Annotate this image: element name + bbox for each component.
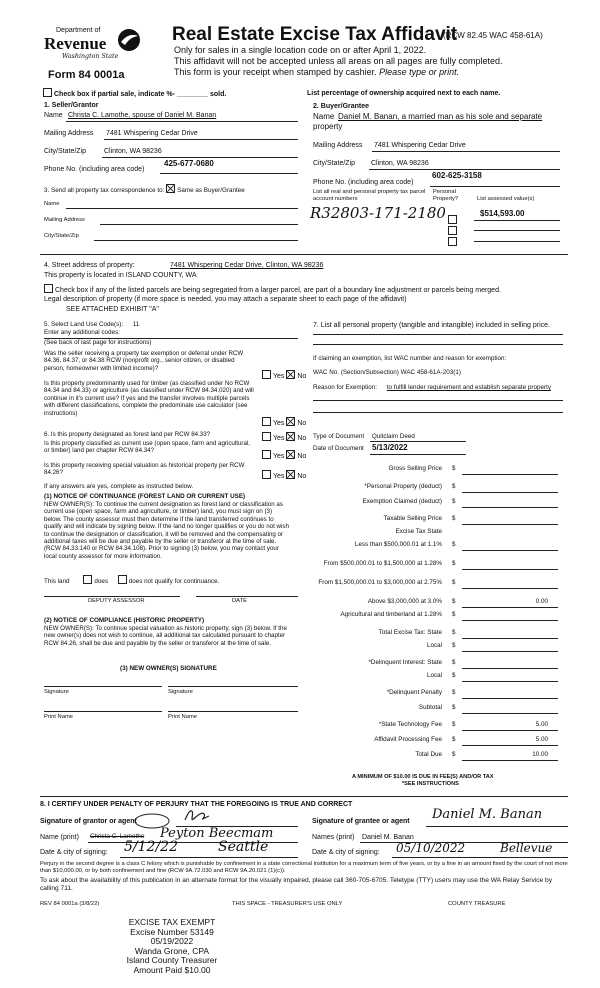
calc-value: 0.00 — [535, 598, 548, 605]
calc-line — [462, 651, 558, 652]
calc-label: Total Due — [415, 751, 442, 758]
any-yes-note: If any answers are yes, complete as instructed below. — [44, 483, 194, 490]
calc-currency: $ — [452, 579, 456, 586]
calc-label: Subtotal — [418, 704, 442, 711]
calc-currency: $ — [452, 642, 456, 649]
calc-label: Local — [426, 672, 442, 679]
calc-line — [462, 745, 558, 746]
legal-description-label: Legal description of property (if more space is needed, you may attach a separate sheet to each page of the affidavit) — [44, 296, 407, 303]
stamp-line-5: Island County Treasurer — [126, 955, 218, 965]
q5-yes-label: Yes — [273, 473, 285, 480]
seller-phone: 425-677-0680 — [164, 159, 214, 168]
deputy-assessor-label: DEPUTY ASSESSOR — [88, 598, 145, 604]
notice-continuance-title: (1) NOTICE OF CONTINUANCE (FOREST LAND OR CURRENT USE) — [44, 493, 246, 500]
calc-line — [462, 668, 558, 669]
stamp-line-3: 05/19/2022 — [150, 936, 194, 946]
treasurer-space-label: THIS SPACE - TREASURER'S USE ONLY — [232, 901, 343, 907]
stamp-line-4: Wanda Grone, CPA — [134, 945, 210, 956]
calc-line — [462, 550, 558, 551]
partial-sale-checkbox[interactable] — [43, 88, 52, 97]
parcel-number: R32803-171-2180 — [310, 204, 446, 222]
exemption-claim-label: If claiming an exemption, list WAC number and reason for exemption: — [313, 355, 507, 362]
personal-col-header: Personal Property? — [433, 189, 459, 202]
certify-statement: 8. I CERTIFY UNDER PENALTY OF PERJURY THAT THE FOREGOING IS TRUE AND CORRECT — [40, 801, 353, 808]
grantor-date-city-label: Date & city of signing: — [40, 849, 108, 856]
seller-name-label: Name — [44, 112, 63, 119]
buyer-name-2: property — [313, 122, 343, 131]
grantor-handwritten-name: Peyton Beecmam — [160, 826, 274, 841]
same-as-buyer-label: Same as Buyer/Grantee — [177, 187, 245, 194]
stamp-line-1: EXCISE TAX EXEMPT — [128, 917, 216, 927]
seller-city: Clinton, WA 98236 — [104, 148, 162, 155]
calc-currency: $ — [452, 560, 456, 567]
calc-label: *Personal Property (deduct) — [364, 483, 442, 490]
notice-compliance-text: NEW OWNER(S): To continue special valuation as historic property, sign (3) below. If the new owner(s) does not wish to continue, all additional tax calculated pursuant to chapter RCW 84.26, shall be due and payable by the seller or transferor at the time of sale. — [44, 625, 287, 647]
q1-yes-label: Yes — [273, 373, 285, 380]
q5-yes-checkbox[interactable] — [262, 470, 271, 479]
buyer-name-label: Name — [313, 112, 335, 121]
q3-yes-checkbox[interactable] — [262, 432, 271, 441]
reason-value: to fulfill lender requirement and establish separate property — [386, 384, 551, 391]
buyer-mail: 7481 Whispering Cedar Drive — [374, 142, 466, 149]
grantor-date: 5/12/22 — [124, 839, 178, 855]
calc-value: 10.00 — [532, 751, 548, 758]
doc-date: 5/13/2022 — [372, 443, 408, 452]
notice-compliance-title: (2) NOTICE OF COMPLIANCE (HISTORIC PROPERTY) — [44, 617, 205, 624]
grantor-signature-label: Signature of grantor or agent — [40, 818, 137, 825]
q2-no-checkbox[interactable] — [286, 417, 295, 426]
buyer-phone: 602-625-3158 — [432, 171, 482, 180]
logo-swoosh-icon — [116, 26, 142, 54]
calc-label: *Delinquent Penalty — [386, 689, 442, 696]
q4-yes-label: Yes — [273, 453, 285, 460]
q2-no-label: No — [297, 420, 307, 427]
calc-line — [462, 760, 558, 761]
same-as-buyer-checkbox[interactable] — [166, 184, 175, 193]
q4-no-checkbox[interactable] — [286, 450, 295, 459]
doc-date-label: Date of Document — [313, 445, 364, 452]
ownership-note: List percentage of ownership acquired next to each name. — [307, 90, 501, 97]
correspondence-label: 3. Send all property tax correspondence to: — [44, 187, 165, 194]
buyer-heading: 2. Buyer/Grantee — [313, 103, 370, 110]
seller-city-label: City/State/Zip — [44, 148, 87, 155]
calc-line — [462, 607, 558, 608]
grantee-printed-name: Daniel M. Banan — [362, 834, 414, 841]
owner-print-name-label-2: Print Name — [168, 714, 197, 720]
header-line1: Only for sales in a single location code on or after April 1, 2022. — [174, 45, 427, 55]
see-instructions: *SEE INSTRUCTIONS — [402, 781, 459, 787]
q2-yes-checkbox[interactable] — [262, 417, 271, 426]
grantor-city: Seattle — [218, 839, 269, 855]
q4-no-label: No — [297, 453, 307, 460]
calc-currency: $ — [452, 541, 456, 548]
q-historical: Is this property receiving special valuation as historical property per RCW 84.26? — [44, 462, 245, 477]
owner-signature-label-2: Signature — [168, 689, 193, 695]
buyer-name: Daniel M. Banan, a married man as his sole and separate — [338, 112, 543, 121]
grantor-signature-icon — [182, 806, 212, 826]
corr-city-label: City/State/Zip — [44, 233, 79, 239]
grantor-printed-name: Christa C. Lamothe — [90, 833, 145, 840]
calc-label: Excise Tax State — [395, 528, 442, 535]
accessibility-note: To ask about the availability of this publication in an alternate format for the visually impaired, please call 360-705-6705. Teletype (TTY) users may use the WA Relay Service by calling 711. — [40, 877, 553, 892]
calc-currency: $ — [452, 721, 456, 728]
calc-label: *State Technology Fee — [378, 721, 442, 728]
personal-property-label: 7. List all personal property (tangible and intangible) included in selling price. — [313, 322, 550, 329]
calc-line — [462, 569, 558, 570]
q3-yes-label: Yes — [273, 435, 285, 442]
grantee-date: 05/10/2022 — [396, 841, 466, 855]
calc-label: From $500,000.01 to $1,500,000 at 1.28% — [323, 560, 442, 567]
q5-no-label: No — [297, 473, 307, 480]
calc-label: Less than $500,000.01 at 1.1% — [354, 541, 442, 548]
calc-currency: $ — [452, 704, 456, 711]
street-address-label: 4. Street address of property: — [44, 262, 135, 269]
does-not-label: does not qualify for continuance. — [128, 578, 220, 585]
notice-continuance-text: NEW OWNER(S): To continue the current designation as forest land or classification as current use (open space, farm and agriculture, or timber) land, you must sign on (3) below. The county assessor must then determine if the land transferred continues to qualify and will indicate by signing below. If the land no longer qualifies or you do not wish to continue the designation or classification, it will be removed and the compensating or additional taxes will be due and payable by the seller or transferor at the time of sale. (RCW 84.33.140 or RCW 84.34.108). Prior to signing (3) below, you may contact your local county assessor for more information. — [44, 501, 289, 560]
calc-currency: $ — [452, 465, 456, 472]
buyer-city-label: City/State/Zip — [313, 160, 356, 167]
seller-name: Christa C. Lamothe, spouse of Daniel M. Banan — [68, 112, 217, 119]
calc-label: Above $3,000,000 at 3.0% — [367, 598, 442, 605]
seller-heading: 1. Seller/Grantor — [44, 102, 99, 109]
doc-type: Quitclaim Deed — [371, 433, 415, 440]
owner-signature-label-1: Signature — [44, 689, 69, 695]
calc-currency: $ — [452, 736, 456, 743]
q-exemption-deferral: Was the seller receiving a property tax exemption or deferral under RCW 84.36, 84.37, or 84.38 RCW (nonprofit org., senior citizen, or disabled person, homeowner with limited income)? — [44, 350, 244, 372]
calc-line — [462, 698, 558, 699]
does-not-checkbox[interactable] — [118, 575, 127, 584]
calc-label: Total Excise Tax: State — [378, 629, 442, 636]
calc-currency: $ — [452, 483, 456, 490]
additional-codes-label: Enter any additional codes: — [44, 329, 120, 336]
q-timber-agriculture: Is this property predominantly used for timber (as classified under No RCW 84.34 and 84.33) or agriculture (as classified under RCW 84.34.020) and will continue in it's current use? If yes and the transfer involves multiple parcels with different classifications, complete the predominate use calculator (see instructions) — [44, 380, 254, 417]
calc-currency: $ — [452, 629, 456, 636]
calc-value: 5.00 — [535, 721, 548, 728]
logo-dept: Department of — [56, 27, 101, 34]
grantee-signature: Daniel M. Banan — [432, 807, 543, 822]
calc-line — [462, 638, 558, 639]
street-address: 7481 Whispering Cedar Drive, Clinton, WA 98236 — [170, 262, 324, 269]
assessed-col-header: List assessed value(s) — [477, 196, 535, 202]
buyer-city: Clinton, WA 98236 — [371, 160, 429, 167]
calc-currency: $ — [452, 515, 456, 522]
calc-label: Exemption Claimed (deduct) — [362, 498, 442, 505]
calc-currency: $ — [452, 611, 456, 618]
corr-mail-label: Mailing Address — [44, 217, 85, 223]
stamp-line-2: Excise Number 53149 — [130, 926, 214, 937]
deputy-date-label: DATE — [232, 598, 248, 604]
personal-property-checkbox-3[interactable] — [448, 237, 457, 246]
q1-no-label: No — [297, 373, 307, 380]
title-ref: (RCW 82.45 WAC 458-61A) — [443, 31, 543, 40]
land-use-label: 5. Select Land Use Code(s): — [44, 321, 124, 328]
calc-line — [462, 620, 558, 621]
header-line3b: Please type or print. — [379, 67, 460, 77]
calc-currency: $ — [452, 498, 456, 505]
parcel-col-header: List all real and personal property tax parcel account numbers — [313, 189, 426, 202]
buyer-mail-label: Mailing Address — [313, 142, 363, 149]
wac-label: WAC No. (Section/Subsection) — [313, 369, 399, 376]
calc-label: Affidavit Processing Fee — [374, 736, 442, 743]
calc-label: Agricultural and timberland at 1.28% — [340, 611, 442, 618]
calc-label: Local — [426, 642, 442, 649]
this-land-label: This land — [44, 578, 70, 585]
grantee-names-label: Names (print) — [312, 834, 355, 841]
calc-line — [462, 713, 558, 714]
calc-label: Taxable Selling Price — [383, 515, 442, 522]
grantee-city: Bellevue — [500, 841, 553, 855]
grantor-name-label: Name (print) — [40, 834, 79, 841]
calc-currency: $ — [452, 672, 456, 679]
county-treasure-label: COUNTY TREASURE — [448, 901, 506, 907]
seller-mail: 7481 Whispering Cedar Drive — [106, 130, 198, 137]
calc-line — [462, 524, 558, 525]
segregated-label: Check box if any of the listed parcels are being segregated from a larger parcel, are part of a boundary line adjustment or parcels being merged. — [55, 287, 501, 294]
q4-yes-checkbox[interactable] — [262, 450, 271, 459]
reason-label: Reason for Exemption: — [313, 384, 378, 391]
calc-line — [462, 492, 558, 493]
segregated-checkbox[interactable] — [44, 284, 53, 293]
header-line3: This form is your receipt when stamped by cashier. — [174, 67, 377, 77]
grantee-date-city-label: Date & city of signing: — [312, 849, 380, 856]
calc-line — [462, 681, 558, 682]
calc-label: From $1,500,000.01 to $3,000,000 at 2.75% — [318, 579, 442, 586]
minimum-due-note: A MINIMUM OF $10.00 IS DUE IN FEE(S) AND/OR TAX — [352, 774, 494, 780]
perjury-warning: Perjury in the second degree is a class C felony which is punishable by confinement in a state correctional institution for a maximum term of five years, or by a fine in an amount fixed by the court of not more than $10,000.00, or by both confinement and fine (RCW 9A.72.030 and RCW 9A.20.021 (1)(c)). — [40, 861, 568, 874]
grantee-signature-label: Signature of grantee or agent — [312, 818, 410, 825]
form-number: Form 84 0001a — [48, 69, 125, 81]
calc-currency: $ — [452, 659, 456, 666]
calc-line — [462, 588, 558, 589]
page-title: Real Estate Excise Tax Affidavit — [172, 24, 458, 45]
does-checkbox[interactable] — [83, 575, 92, 584]
q-current-use: Is this property classified as current use (open space, farm and agricultural, or timber) land per chapter RCW 84.34? — [44, 440, 251, 455]
treasurer-stamp — [106, 918, 238, 975]
partial-sale-label: Check box if partial sale, indicate %- ________ sold. — [54, 91, 227, 98]
assessed-value: $514,593.00 — [480, 209, 525, 218]
buyer-phone-label: Phone No. (including area code) — [313, 179, 414, 186]
county-line: This property is located in ISLAND COUNTY, WA — [44, 272, 197, 279]
q3-no-label: No — [297, 435, 307, 442]
q3-no-checkbox[interactable] — [286, 432, 295, 441]
q5-no-checkbox[interactable] — [286, 470, 295, 479]
revision-number: REV 84 0001a (3/8/22) — [40, 901, 100, 907]
logo-state: Washington State — [62, 53, 119, 60]
wac-number: WAC 458-61A-203(1) — [400, 369, 461, 376]
calc-line — [462, 474, 558, 475]
land-use-code: 11 — [132, 321, 140, 328]
calc-currency: $ — [452, 689, 456, 696]
stamp-line-6: Amount Paid $10.00 — [133, 964, 211, 975]
q1-yes-checkbox[interactable] — [262, 370, 271, 379]
owner-print-name-label-1: Print Name — [44, 714, 73, 720]
calc-currency: $ — [452, 598, 456, 605]
q-forest-land: 6. Is this property designated as forest land per RCW 84.33? — [44, 431, 211, 438]
legal-exhibit: SEE ATTACHED EXHIBIT "A" — [66, 306, 159, 313]
q2-yes-label: Yes — [273, 420, 285, 427]
calc-label: *Delinquent Interest: State — [368, 659, 442, 666]
calc-currency: $ — [452, 751, 456, 758]
calc-label: Gross Selling Price — [388, 465, 442, 472]
calc-value: 5.00 — [535, 736, 548, 743]
q1-no-checkbox[interactable] — [286, 370, 295, 379]
does-label: does — [94, 578, 108, 585]
new-owner-signature-heading: (3) NEW OWNER(S) SIGNATURE — [120, 665, 217, 672]
calc-line — [462, 730, 558, 731]
calc-line — [462, 507, 558, 508]
seller-phone-label: Phone No. (including area code) — [44, 166, 145, 173]
seller-mail-label: Mailing Address — [44, 130, 94, 137]
corr-name-label: Name — [44, 201, 60, 207]
header-line2: This affidavit will not be accepted unless all areas on all pages are fully completed. — [174, 56, 503, 66]
see-back-note: (See back of last page for instructions) — [44, 339, 152, 346]
doc-type-label: Type of Document — [313, 433, 365, 440]
logo-name: Revenue — [44, 34, 107, 53]
